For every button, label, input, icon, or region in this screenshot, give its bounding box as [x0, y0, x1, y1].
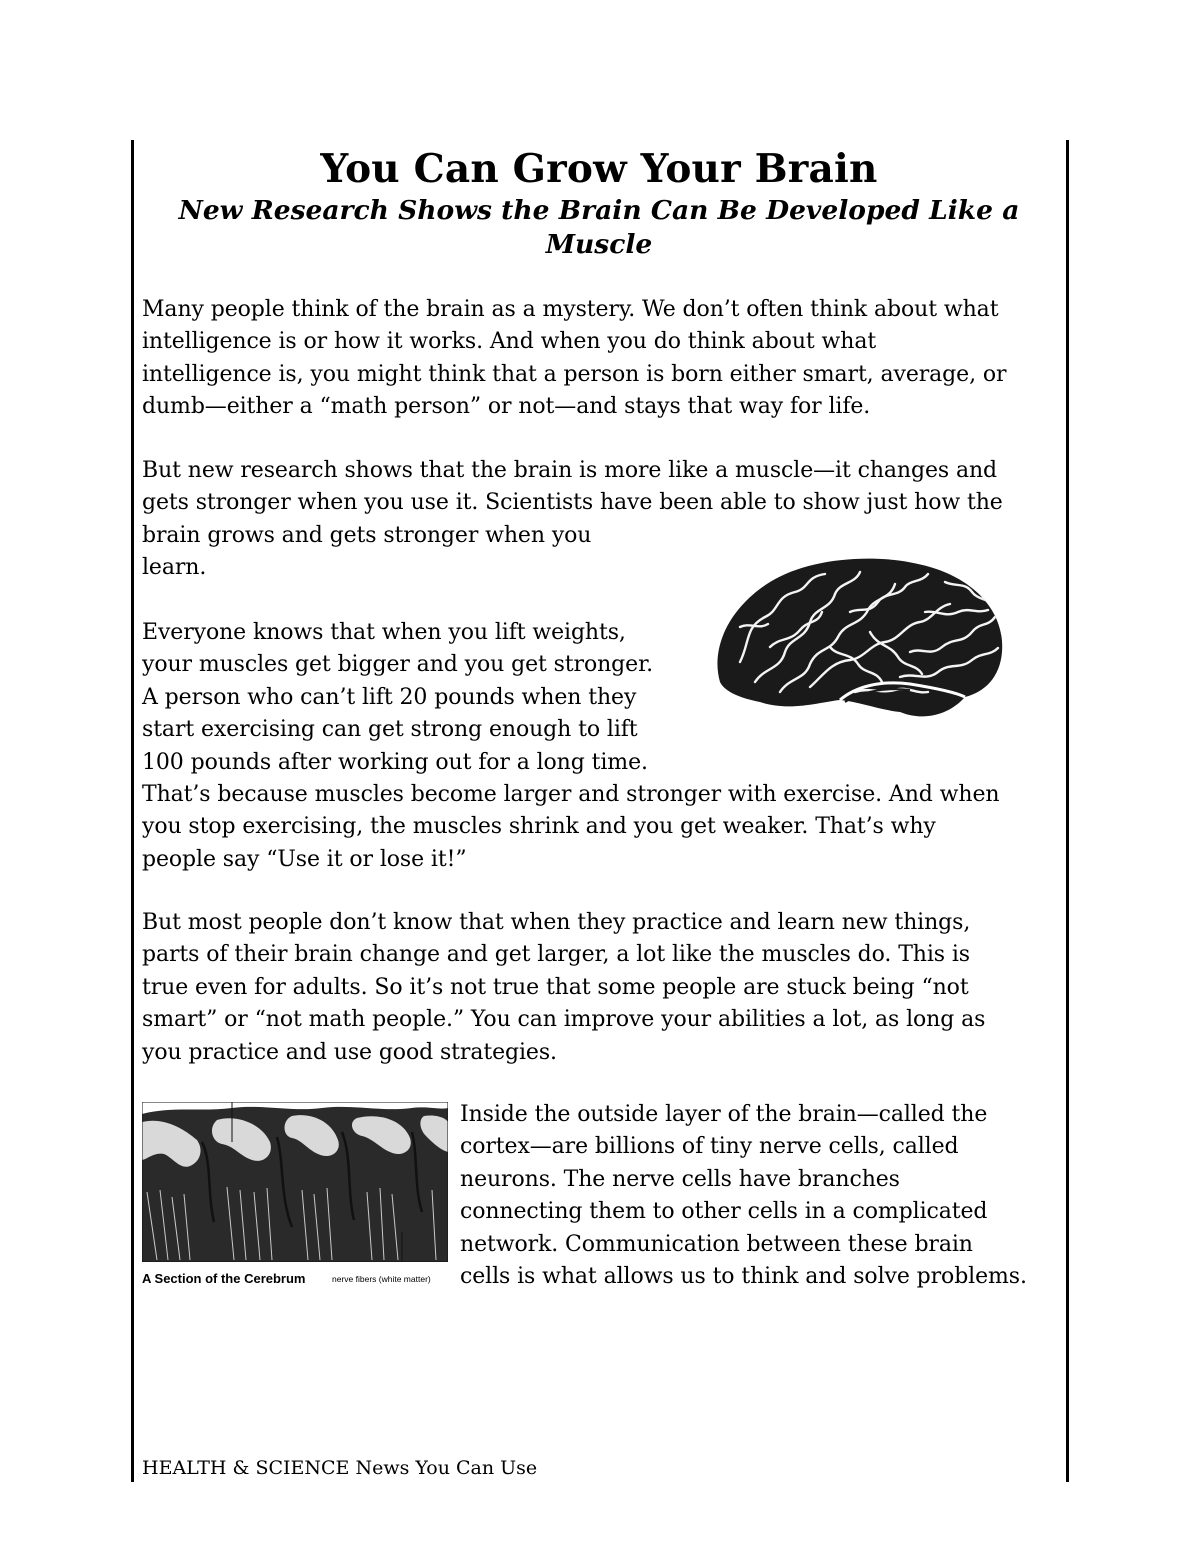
text-line: dumb—either a “math person” or not—and stays that way for life. — [142, 394, 871, 420]
right-border-rule — [1066, 140, 1069, 1482]
text-line: you stop exercising, the muscles shrink and you get weaker. That’s why — [142, 814, 936, 840]
text-line: 100 pounds after working out for a long time. — [142, 749, 648, 775]
page-subtitle: New Research Shows the Brain Can Be Developed Like a Muscle — [178, 195, 1020, 260]
text-line: you practice and use good strategies. — [142, 1039, 557, 1065]
text-line: neurons. The nerve cells have branches — [460, 1166, 900, 1192]
text-line: That’s because muscles become larger and stronger with exercise. And when — [142, 782, 1000, 808]
text-line: cells is what allows us to think and solve problems. — [460, 1264, 1027, 1290]
cerebrum-label: nerve fibers (white matter) — [332, 1274, 431, 1284]
text-line: But most people don’t know that when they practice and learn new things, — [142, 910, 971, 935]
text-line: learn. — [142, 555, 207, 581]
text-line: true even for adults. So it’s not true that some people are stuck being “not — [142, 974, 969, 1000]
text-line: start exercising can get strong enough to lift — [142, 717, 638, 743]
text-line: your muscles get bigger and you get stronger. — [142, 652, 653, 678]
text-line: Everyone knows that when you lift weights, — [142, 620, 626, 645]
text-line: A person who can’t lift 20 pounds when they — [142, 684, 637, 710]
text-line: people say “Use it or lose it!” — [142, 846, 467, 872]
cerebrum-section-illustration-icon — [142, 1102, 448, 1262]
text-line: cortex—are billions of tiny nerve cells, called — [460, 1134, 959, 1160]
text-line: intelligence is, you might think that a person is born either smart, average, or — [142, 361, 1007, 387]
paragraph-intro — [142, 294, 1006, 424]
text-line: smart” or “not math people.” You can improve your abilities a lot, as long as — [142, 1007, 986, 1033]
left-border-rule — [131, 140, 134, 1482]
cerebrum-caption: A Section of the Cerebrum — [142, 1271, 306, 1286]
text-line: gets stronger when you use it. Scientists have been able to show just how the — [142, 490, 1003, 516]
text-line: But new research shows that the brain is more like a muscle—it changes and — [142, 458, 998, 483]
text-line: intelligence is or how it works. And when you do think about what — [142, 329, 877, 355]
text-line: brain grows and gets stronger when you — [142, 522, 592, 548]
text-line: parts of their brain change and get larger, a lot like the muscles do. This is — [142, 942, 970, 968]
text-line: Inside the outside layer of the brain—called the — [460, 1102, 988, 1127]
page-title: You Can Grow Your Brain — [320, 146, 878, 192]
paragraph-neurons — [460, 1099, 1027, 1293]
paragraph-practice — [142, 907, 985, 1069]
page-footer: HEALTH & SCIENCE News You Can Use — [142, 1457, 538, 1479]
text-line: connecting them to other cells in a complicated — [460, 1199, 988, 1225]
text-line: network. Communication between these brain — [460, 1231, 973, 1257]
text-line: Many people think of the brain as a mystery. We don’t often think about what — [142, 297, 999, 322]
brain-illustration-icon — [710, 552, 1010, 732]
